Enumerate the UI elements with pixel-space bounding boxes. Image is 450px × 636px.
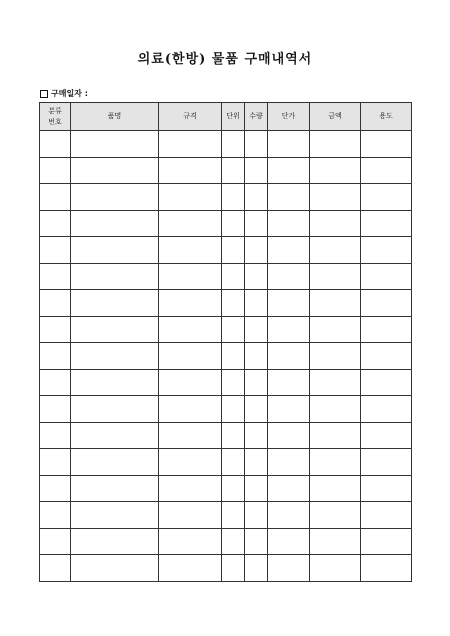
header-quantity: 수량: [245, 103, 268, 131]
cell-spec: [159, 131, 222, 158]
cell-amount: [310, 396, 361, 423]
cell-number: [40, 422, 71, 449]
cell-unit-price: [268, 555, 310, 582]
cell-usage: [361, 263, 412, 290]
cell-spec: [159, 422, 222, 449]
cell-unit-price: [268, 237, 310, 264]
table-row: [40, 131, 412, 158]
cell-unit: [222, 369, 245, 396]
cell-quantity: [245, 449, 268, 476]
cell-usage: [361, 343, 412, 370]
cell-item-name: [71, 290, 159, 317]
cell-number: [40, 449, 71, 476]
table-row: [40, 422, 412, 449]
cell-number: [40, 369, 71, 396]
cell-unit-price: [268, 528, 310, 555]
cell-item-name: [71, 555, 159, 582]
page-title: 의료(한방) 물품 구매내역서: [137, 52, 313, 67]
cell-spec: [159, 528, 222, 555]
cell-spec: [159, 210, 222, 237]
cell-unit: [222, 237, 245, 264]
cell-item-name: [71, 131, 159, 158]
cell-usage: [361, 449, 412, 476]
cell-item-name: [71, 263, 159, 290]
cell-number: [40, 157, 71, 184]
cell-unit: [222, 263, 245, 290]
table-row: [40, 343, 412, 370]
cell-usage: [361, 131, 412, 158]
cell-unit-price: [268, 396, 310, 423]
cell-item-name: [71, 528, 159, 555]
cell-quantity: [245, 131, 268, 158]
cell-amount: [310, 210, 361, 237]
cell-spec: [159, 263, 222, 290]
cell-number: [40, 263, 71, 290]
cell-unit: [222, 316, 245, 343]
table-header-row: [40, 103, 412, 131]
cell-unit-price: [268, 369, 310, 396]
cell-spec: [159, 184, 222, 211]
header-usage: 용도: [361, 103, 412, 131]
cell-usage: [361, 502, 412, 529]
cell-unit: [222, 157, 245, 184]
cell-item-name: [71, 369, 159, 396]
table-row: [40, 237, 412, 264]
cell-spec: [159, 290, 222, 317]
cell-quantity: [245, 237, 268, 264]
cell-amount: [310, 184, 361, 211]
cell-unit: [222, 131, 245, 158]
cell-amount: [310, 263, 361, 290]
cell-quantity: [245, 528, 268, 555]
cell-unit: [222, 422, 245, 449]
cell-usage: [361, 528, 412, 555]
cell-usage: [361, 475, 412, 502]
cell-unit-price: [268, 422, 310, 449]
header-amount: 금액: [310, 103, 361, 131]
cell-quantity: [245, 396, 268, 423]
table-row: [40, 184, 412, 211]
cell-unit: [222, 290, 245, 317]
cell-item-name: [71, 422, 159, 449]
cell-spec: [159, 157, 222, 184]
cell-amount: [310, 449, 361, 476]
cell-item-name: [71, 449, 159, 476]
purchase-table: [39, 102, 412, 582]
cell-amount: [310, 316, 361, 343]
cell-number: [40, 528, 71, 555]
cell-amount: [310, 131, 361, 158]
cell-amount: [310, 237, 361, 264]
header-number-line2: 번호: [48, 117, 62, 126]
cell-quantity: [245, 422, 268, 449]
cell-unit: [222, 449, 245, 476]
cell-unit-price: [268, 316, 310, 343]
table-row: [40, 475, 412, 502]
table-row: [40, 263, 412, 290]
cell-spec: [159, 316, 222, 343]
cell-usage: [361, 422, 412, 449]
cell-quantity: [245, 290, 268, 317]
cell-quantity: [245, 475, 268, 502]
cell-amount: [310, 290, 361, 317]
cell-spec: [159, 502, 222, 529]
cell-unit-price: [268, 131, 310, 158]
cell-quantity: [245, 502, 268, 529]
cell-amount: [310, 475, 361, 502]
cell-usage: [361, 210, 412, 237]
cell-item-name: [71, 475, 159, 502]
cell-number: [40, 502, 71, 529]
cell-number: [40, 131, 71, 158]
cell-item-name: [71, 184, 159, 211]
cell-unit-price: [268, 449, 310, 476]
cell-quantity: [245, 184, 268, 211]
table-row: [40, 369, 412, 396]
cell-number: [40, 184, 71, 211]
cell-item-name: [71, 396, 159, 423]
cell-amount: [310, 502, 361, 529]
table-body: [40, 131, 412, 582]
table-row: [40, 555, 412, 582]
cell-unit: [222, 528, 245, 555]
cell-usage: [361, 316, 412, 343]
cell-usage: [361, 396, 412, 423]
cell-quantity: [245, 157, 268, 184]
purchase-date-field: [40, 88, 88, 99]
cell-number: [40, 210, 71, 237]
cell-unit-price: [268, 290, 310, 317]
cell-amount: [310, 343, 361, 370]
cell-usage: [361, 237, 412, 264]
cell-usage: [361, 555, 412, 582]
cell-unit: [222, 502, 245, 529]
cell-amount: [310, 369, 361, 396]
table-row: [40, 157, 412, 184]
cell-unit-price: [268, 263, 310, 290]
table-row: [40, 449, 412, 476]
cell-unit-price: [268, 184, 310, 211]
header-unit-price: 단가: [268, 103, 310, 131]
cell-usage: [361, 369, 412, 396]
cell-usage: [361, 157, 412, 184]
cell-number: [40, 555, 71, 582]
cell-spec: [159, 449, 222, 476]
cell-amount: [310, 422, 361, 449]
cell-number: [40, 316, 71, 343]
cell-item-name: [71, 316, 159, 343]
cell-number: [40, 396, 71, 423]
cell-quantity: [245, 263, 268, 290]
cell-amount: [310, 157, 361, 184]
purchase-date-label: 구매일자 :: [51, 89, 88, 98]
cell-number: [40, 290, 71, 317]
cell-spec: [159, 343, 222, 370]
cell-unit-price: [268, 343, 310, 370]
cell-spec: [159, 369, 222, 396]
table-row: [40, 290, 412, 317]
header-item-name: 품명: [71, 103, 159, 131]
table-row: [40, 502, 412, 529]
cell-item-name: [71, 157, 159, 184]
cell-spec: [159, 396, 222, 423]
square-bullet-icon: [40, 90, 48, 98]
cell-unit-price: [268, 502, 310, 529]
cell-quantity: [245, 343, 268, 370]
cell-quantity: [245, 369, 268, 396]
table-row: [40, 210, 412, 237]
cell-unit: [222, 475, 245, 502]
table-row: [40, 316, 412, 343]
cell-item-name: [71, 502, 159, 529]
table-row: [40, 528, 412, 555]
cell-spec: [159, 555, 222, 582]
cell-spec: [159, 237, 222, 264]
cell-unit: [222, 343, 245, 370]
cell-usage: [361, 290, 412, 317]
cell-item-name: [71, 343, 159, 370]
cell-amount: [310, 528, 361, 555]
table-row: [40, 396, 412, 423]
cell-item-name: [71, 210, 159, 237]
cell-number: [40, 343, 71, 370]
cell-unit-price: [268, 210, 310, 237]
header-unit: 단위: [222, 103, 245, 131]
cell-quantity: [245, 316, 268, 343]
cell-unit: [222, 210, 245, 237]
cell-unit-price: [268, 157, 310, 184]
cell-item-name: [71, 237, 159, 264]
header-spec: 규격: [159, 103, 222, 131]
header-number-line1: 분류: [48, 106, 62, 115]
cell-spec: [159, 475, 222, 502]
cell-unit: [222, 184, 245, 211]
cell-number: [40, 237, 71, 264]
cell-number: [40, 475, 71, 502]
cell-unit: [222, 555, 245, 582]
cell-amount: [310, 555, 361, 582]
cell-quantity: [245, 210, 268, 237]
cell-unit-price: [268, 475, 310, 502]
cell-unit: [222, 396, 245, 423]
cell-usage: [361, 184, 412, 211]
cell-quantity: [245, 555, 268, 582]
header-number: [40, 103, 71, 131]
